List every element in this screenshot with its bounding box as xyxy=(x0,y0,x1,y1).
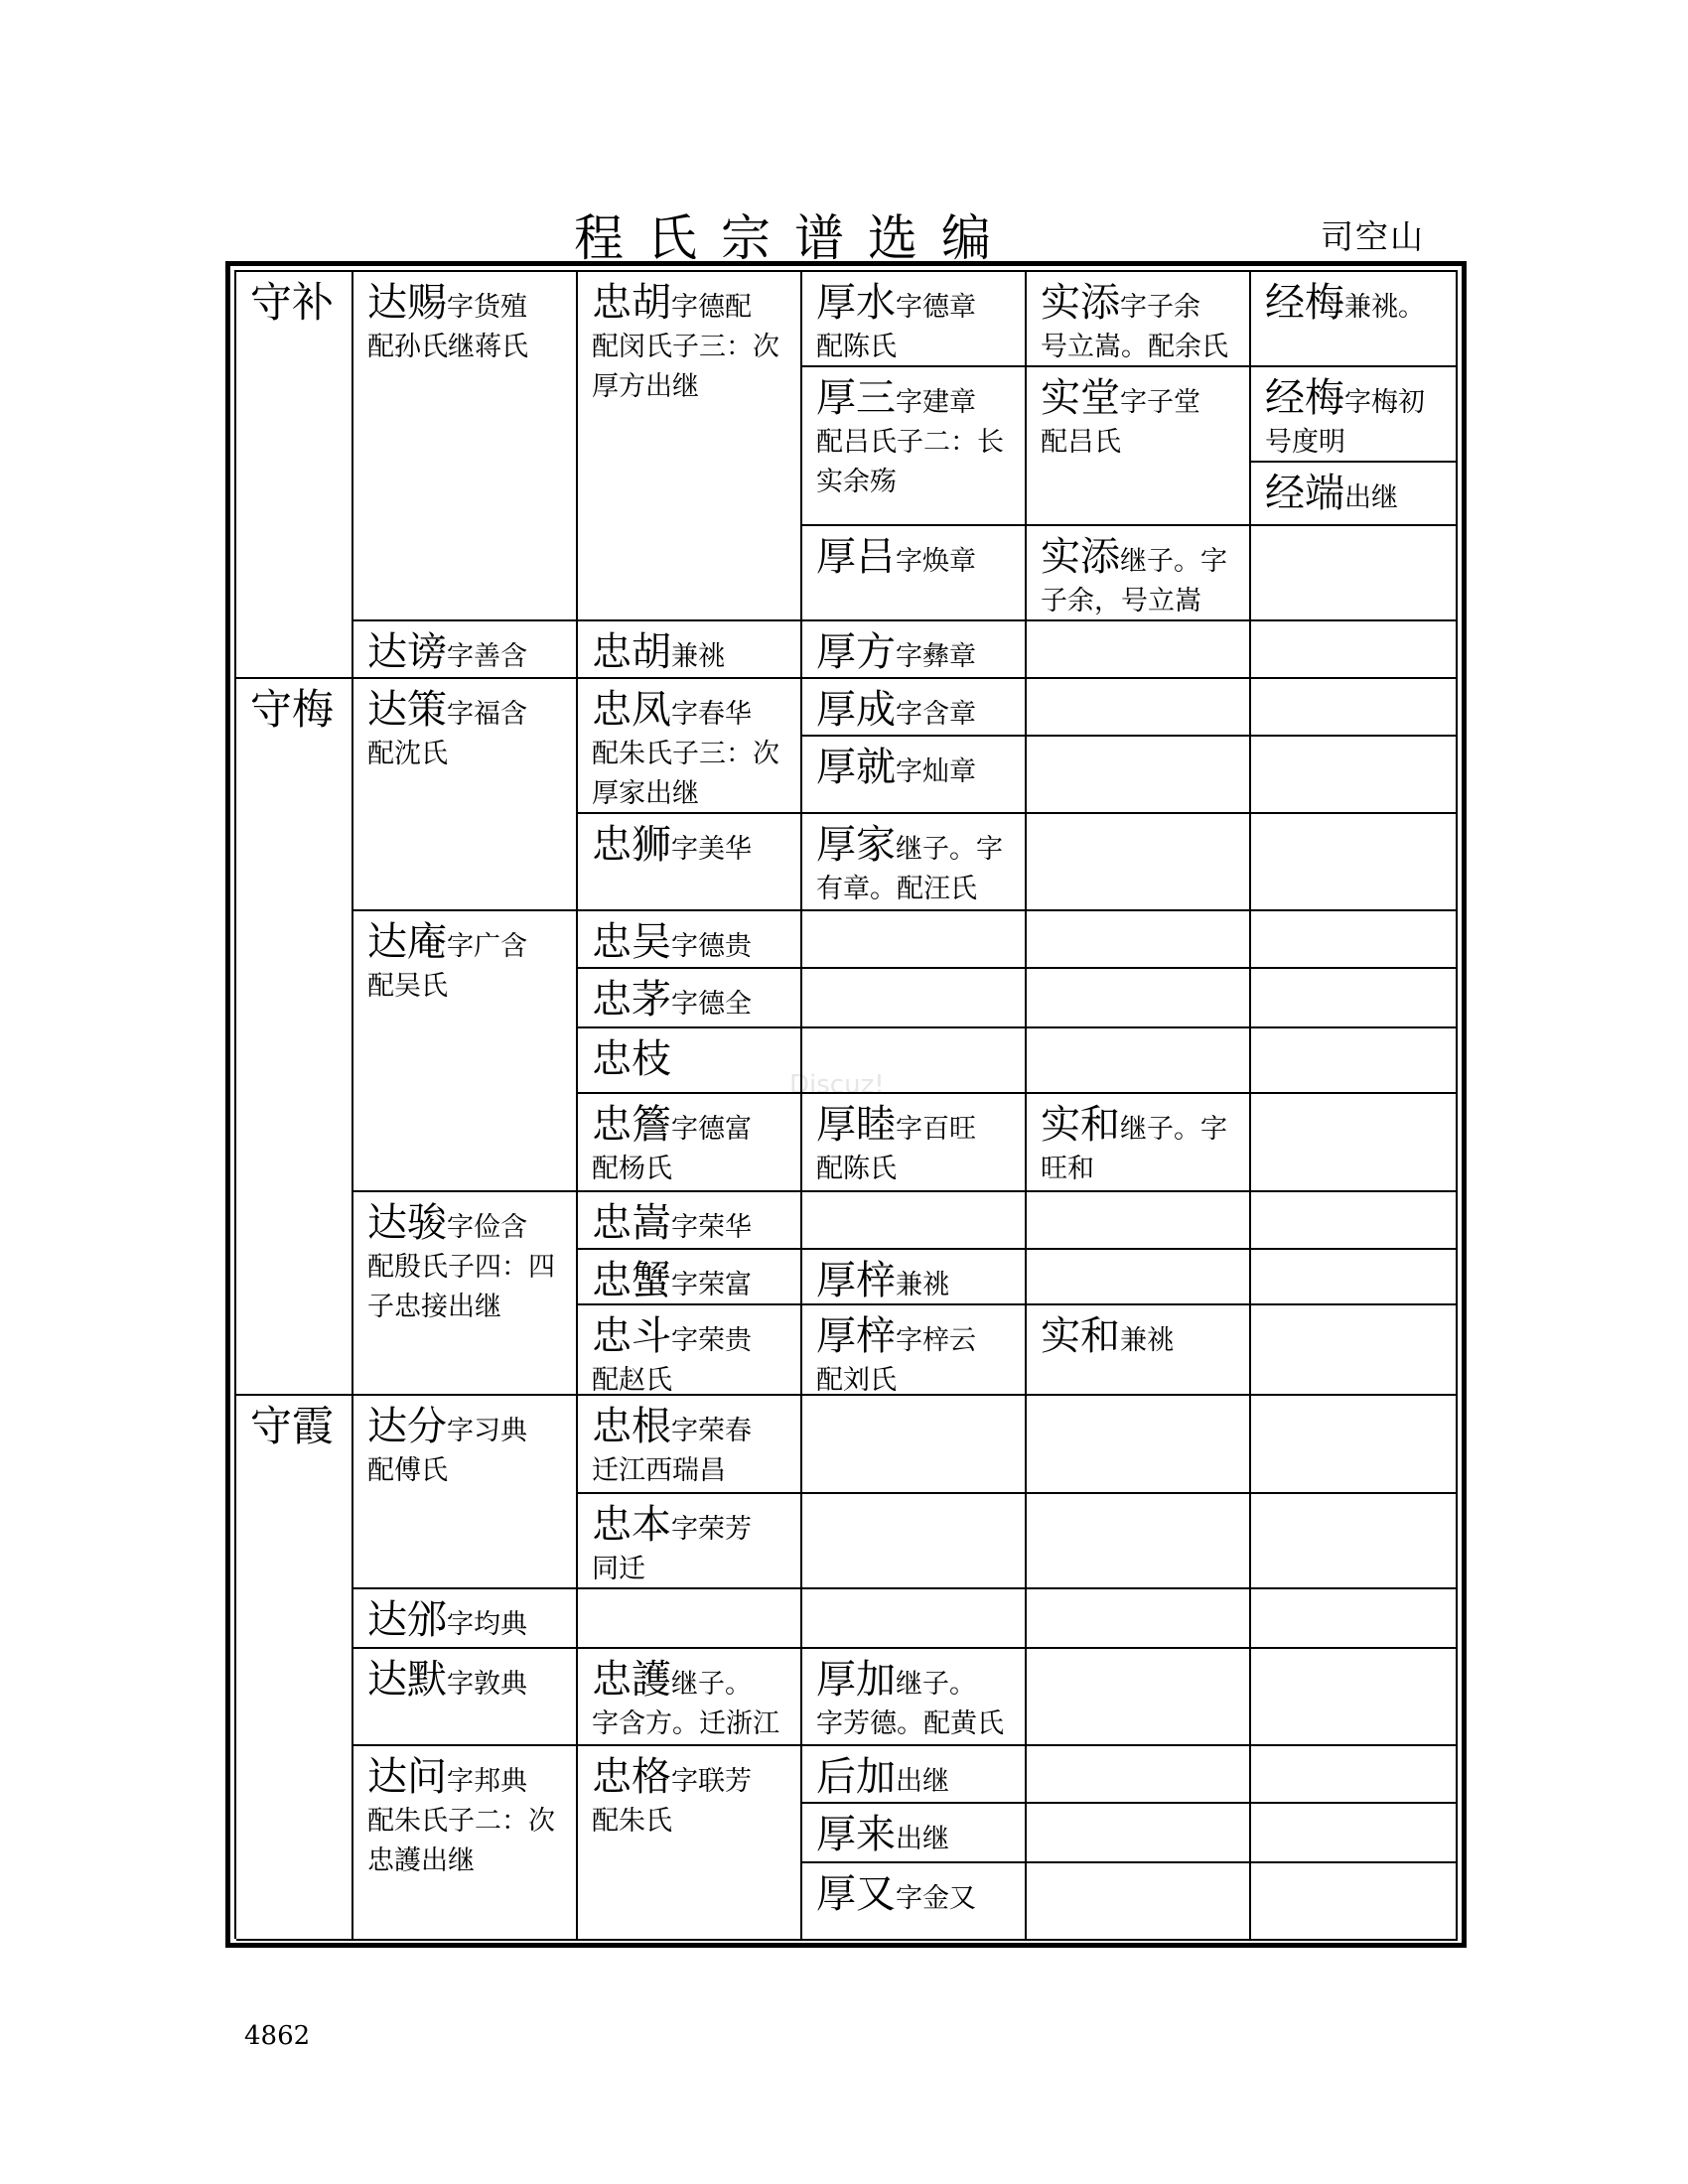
gen5-cell xyxy=(1027,814,1251,911)
person-note: 继子。字 xyxy=(1120,1114,1227,1145)
gen5-cell xyxy=(1027,526,1251,621)
gen6-cell xyxy=(1251,367,1458,463)
person-note: 字美华 xyxy=(671,834,752,865)
gen5-cell xyxy=(1027,1192,1251,1250)
person-note: 字梓云 xyxy=(896,1325,976,1356)
gen1-cell xyxy=(236,679,353,1396)
person-name: 忠嵩 xyxy=(592,1200,671,1246)
person-name: 经梅 xyxy=(1265,280,1344,326)
gen4-cell xyxy=(802,526,1027,621)
gen6-cell xyxy=(1251,1305,1458,1396)
gen3-cell xyxy=(578,1746,802,1941)
gen1-cell xyxy=(236,272,353,679)
person-name: 厚又 xyxy=(816,1871,896,1917)
page-number: 4862 xyxy=(244,2021,311,2051)
person-name: 达骏 xyxy=(367,1200,447,1246)
gen6-cell xyxy=(1251,1589,1458,1649)
gen4-cell xyxy=(802,1494,1027,1589)
gen4-cell xyxy=(802,1804,1027,1863)
person-note-detail: 配傅氏 xyxy=(367,1455,448,1486)
gen5-cell xyxy=(1027,1028,1251,1094)
person-name: 忠護 xyxy=(592,1657,671,1703)
gen4-cell xyxy=(802,621,1027,679)
person-name: 厚就 xyxy=(816,745,896,790)
gen5-cell xyxy=(1027,679,1251,737)
person-note-detail: 配赵氏 xyxy=(592,1365,672,1396)
person-note: 兼祧 xyxy=(671,641,725,672)
person-name: 厚吕 xyxy=(816,534,896,580)
person-note: 字习典 xyxy=(447,1416,527,1446)
person-note-detail: 字含方。迁浙江 xyxy=(592,1708,779,1739)
person-note: 出继 xyxy=(896,1766,949,1797)
gen5-cell xyxy=(1027,367,1251,526)
person-name: 守梅 xyxy=(250,685,335,734)
person-note: 字彝章 xyxy=(896,641,976,672)
person-name: 忠簷 xyxy=(592,1102,671,1148)
gen3-cell xyxy=(578,272,802,621)
person-note-detail: 配吕氏子二：长实余殇 xyxy=(816,427,1004,497)
person-note: 兼祧 xyxy=(1120,1325,1174,1356)
gen4-cell xyxy=(802,969,1027,1028)
person-note: 继子。字 xyxy=(1120,546,1227,577)
person-note-detail: 同迁 xyxy=(592,1554,645,1584)
person-name: 忠胡 xyxy=(592,629,671,675)
gen6-cell xyxy=(1251,463,1458,526)
person-note: 字俭含 xyxy=(447,1212,527,1243)
gen2-cell xyxy=(353,679,578,911)
person-note: 字子堂 xyxy=(1120,387,1200,418)
person-note: 字均典 xyxy=(447,1609,527,1640)
gen3-cell xyxy=(578,679,802,814)
person-name: 忠枝 xyxy=(592,1036,671,1082)
person-note-detail: 配吴氏 xyxy=(367,971,448,1002)
gen4-cell xyxy=(802,1192,1027,1250)
gen2-cell xyxy=(353,1396,578,1589)
person-note: 字广含 xyxy=(447,931,527,962)
gen4-cell xyxy=(802,911,1027,969)
person-name: 忠格 xyxy=(592,1754,671,1800)
person-name: 守霞 xyxy=(250,1402,335,1450)
person-note-detail: 旺和 xyxy=(1041,1154,1094,1184)
person-name: 实和 xyxy=(1041,1102,1120,1148)
person-name: 忠本 xyxy=(592,1502,671,1548)
gen4-cell xyxy=(802,1863,1027,1941)
gen4-cell xyxy=(802,1305,1027,1396)
gen5-cell xyxy=(1027,1649,1251,1746)
person-name: 达分 xyxy=(367,1404,447,1449)
person-name: 厚加 xyxy=(816,1657,896,1703)
gen3-cell xyxy=(578,1589,802,1649)
person-note-detail: 配杨氏 xyxy=(592,1154,672,1184)
gen6-cell xyxy=(1251,737,1458,814)
gen5-cell xyxy=(1027,1746,1251,1804)
person-note-detail: 配孙氏继蒋氏 xyxy=(367,332,528,362)
person-note: 字建章 xyxy=(896,387,976,418)
person-note: 字德全 xyxy=(671,989,752,1020)
person-note: 字荣富 xyxy=(671,1270,752,1300)
person-note-detail: 配吕氏 xyxy=(1041,427,1121,458)
gen4-cell xyxy=(802,1250,1027,1305)
person-note: 字敦典 xyxy=(447,1669,527,1700)
person-name: 守补 xyxy=(250,278,335,327)
gen3-cell xyxy=(578,621,802,679)
gen6-cell xyxy=(1251,1649,1458,1746)
gen4-cell xyxy=(802,1094,1027,1192)
person-note: 继子。字 xyxy=(896,834,1003,865)
person-name: 忠斗 xyxy=(592,1313,671,1359)
person-note: 字灿章 xyxy=(896,756,976,787)
gen3-cell xyxy=(578,814,802,911)
gen5-cell xyxy=(1027,272,1251,367)
person-note-detail: 配朱氏 xyxy=(592,1806,672,1837)
gen2-cell xyxy=(353,911,578,1192)
person-note: 字福含 xyxy=(447,699,527,730)
gen5-cell xyxy=(1027,737,1251,814)
person-name: 忠狮 xyxy=(592,822,671,868)
gen6-cell xyxy=(1251,911,1458,969)
person-note: 字德章 xyxy=(896,292,976,323)
gen3-cell xyxy=(578,969,802,1028)
person-note: 字金又 xyxy=(896,1883,976,1914)
person-note: 兼祧。 xyxy=(1344,292,1425,323)
person-note: 字德贵 xyxy=(671,931,752,962)
person-name: 达庵 xyxy=(367,919,447,965)
gen4-cell xyxy=(802,1589,1027,1649)
person-note-detail: 配殷氏子四：四子忠接出继 xyxy=(367,1252,555,1322)
person-name: 达问 xyxy=(367,1754,447,1800)
person-name: 实堂 xyxy=(1041,375,1120,421)
gen6-cell xyxy=(1251,679,1458,737)
person-name: 达邠 xyxy=(367,1597,447,1643)
person-name: 厚睦 xyxy=(816,1102,896,1148)
gen4-cell xyxy=(802,367,1027,526)
gen2-cell xyxy=(353,621,578,679)
person-note: 字德富 xyxy=(671,1114,752,1145)
gen2-cell xyxy=(353,1589,578,1649)
person-note: 出继 xyxy=(896,1824,949,1854)
gen3-cell xyxy=(578,1649,802,1746)
person-name: 厚三 xyxy=(816,375,896,421)
person-name: 厚成 xyxy=(816,687,896,733)
gen5-cell xyxy=(1027,1250,1251,1305)
person-note: 字荣芳 xyxy=(671,1514,752,1545)
person-note: 继子。 xyxy=(896,1669,976,1700)
person-note: 继子。 xyxy=(671,1669,752,1700)
person-note: 字春华 xyxy=(671,699,752,730)
person-name: 后加 xyxy=(816,1754,896,1800)
page-title: 程氏宗谱选编 xyxy=(574,209,1015,267)
person-name: 忠茅 xyxy=(592,977,671,1023)
person-name: 厚梓 xyxy=(816,1258,896,1303)
gen3-cell xyxy=(578,911,802,969)
gen1-cell xyxy=(236,1396,353,1941)
person-note-detail: 配朱氏子三：次厚家出继 xyxy=(592,739,779,809)
gen2-cell xyxy=(353,272,578,621)
gen6-cell xyxy=(1251,1804,1458,1863)
gen6-cell xyxy=(1251,1863,1458,1941)
person-note-detail: 配刘氏 xyxy=(816,1365,897,1396)
gen3-cell xyxy=(578,1494,802,1589)
person-note: 字含章 xyxy=(896,699,976,730)
person-note: 字梅初 xyxy=(1344,387,1425,418)
person-name: 达谤 xyxy=(367,629,447,675)
gen4-cell xyxy=(802,814,1027,911)
person-name: 达默 xyxy=(367,1657,447,1703)
person-note-detail: 字芳德。配黄氏 xyxy=(816,1708,1004,1739)
person-note: 字善含 xyxy=(447,641,527,672)
person-name: 实和 xyxy=(1041,1313,1120,1359)
gen3-cell xyxy=(578,1305,802,1396)
person-note: 字荣华 xyxy=(671,1212,752,1243)
gen6-cell xyxy=(1251,814,1458,911)
person-name: 经端 xyxy=(1265,471,1344,516)
person-note: 字焕章 xyxy=(896,546,976,577)
person-name: 厚梓 xyxy=(816,1313,896,1359)
gen5-cell xyxy=(1027,621,1251,679)
person-name: 厚来 xyxy=(816,1812,896,1857)
gen6-cell xyxy=(1251,272,1458,367)
person-name: 忠蟹 xyxy=(592,1258,671,1303)
gen6-cell xyxy=(1251,621,1458,679)
person-note: 出继 xyxy=(1344,482,1398,513)
person-name: 厚方 xyxy=(816,629,896,675)
person-note-detail: 有章。配汪氏 xyxy=(816,874,977,904)
gen4-cell xyxy=(802,1746,1027,1804)
person-note-detail: 配沈氏 xyxy=(367,739,448,769)
gen6-cell xyxy=(1251,1494,1458,1589)
person-name: 达赐 xyxy=(367,280,447,326)
person-name: 忠胡 xyxy=(592,280,671,326)
person-note: 字货殖 xyxy=(447,292,527,323)
gen6-cell xyxy=(1251,969,1458,1028)
gen5-cell xyxy=(1027,969,1251,1028)
person-note: 字德配 xyxy=(671,292,752,323)
gen5-cell xyxy=(1027,1396,1251,1494)
person-note: 字子余 xyxy=(1120,292,1200,323)
gen5-cell xyxy=(1027,1494,1251,1589)
watermark: Discuz! xyxy=(789,1070,885,1100)
person-note-detail: 配闵氏子三：次厚方出继 xyxy=(592,332,779,402)
gen2-cell xyxy=(353,1192,578,1396)
gen4-cell xyxy=(802,737,1027,814)
gen5-cell xyxy=(1027,1305,1251,1396)
person-name: 忠凤 xyxy=(592,687,671,733)
person-note-detail: 号立嵩。配余氏 xyxy=(1041,332,1228,362)
person-name: 经梅 xyxy=(1265,375,1344,421)
gen5-cell xyxy=(1027,1094,1251,1192)
person-note-detail: 子余，号立嵩 xyxy=(1041,586,1201,616)
person-note: 兼祧 xyxy=(896,1270,949,1300)
gen4-cell xyxy=(802,679,1027,737)
gen5-cell xyxy=(1027,1804,1251,1863)
gen6-cell xyxy=(1251,1094,1458,1192)
person-name: 厚水 xyxy=(816,280,896,326)
person-name: 实添 xyxy=(1041,534,1120,580)
gen4-cell xyxy=(802,1649,1027,1746)
person-note-detail: 迁江西瑞昌 xyxy=(592,1455,726,1486)
gen3-cell xyxy=(578,1028,802,1094)
person-name: 厚家 xyxy=(816,822,896,868)
person-note-detail: 配陈氏 xyxy=(816,332,897,362)
gen6-cell xyxy=(1251,1250,1458,1305)
gen3-cell xyxy=(578,1250,802,1305)
gen6-cell xyxy=(1251,526,1458,621)
gen4-cell xyxy=(802,272,1027,367)
gen5-cell xyxy=(1027,1589,1251,1649)
gen6-cell xyxy=(1251,1028,1458,1094)
person-note: 字联芳 xyxy=(671,1766,752,1797)
gen2-cell xyxy=(353,1746,578,1941)
gen6-cell xyxy=(1251,1192,1458,1250)
gen5-cell xyxy=(1027,1863,1251,1941)
gen3-cell xyxy=(578,1094,802,1192)
person-note-detail: 配朱氏子二：次忠護出继 xyxy=(367,1806,555,1876)
person-note: 字百旺 xyxy=(896,1114,976,1145)
person-note: 字荣贵 xyxy=(671,1325,752,1356)
gen3-cell xyxy=(578,1192,802,1250)
person-name: 实添 xyxy=(1041,280,1120,326)
gen4-cell xyxy=(802,1396,1027,1494)
person-name: 达策 xyxy=(367,687,447,733)
person-name: 忠吴 xyxy=(592,919,671,965)
person-note: 字邦典 xyxy=(447,1766,527,1797)
person-name: 忠根 xyxy=(592,1404,671,1449)
person-note-detail: 号度明 xyxy=(1265,427,1345,458)
genealogy-table xyxy=(234,270,1458,1939)
gen4-cell xyxy=(802,1028,1027,1094)
gen3-cell xyxy=(578,1396,802,1494)
person-note: 字荣春 xyxy=(671,1416,752,1446)
gen6-cell xyxy=(1251,1396,1458,1494)
gen6-cell xyxy=(1251,1746,1458,1804)
gen2-cell xyxy=(353,1649,578,1746)
person-note-detail: 配陈氏 xyxy=(816,1154,897,1184)
gen5-cell xyxy=(1027,911,1251,969)
region-label: 司空山 xyxy=(1321,217,1425,256)
